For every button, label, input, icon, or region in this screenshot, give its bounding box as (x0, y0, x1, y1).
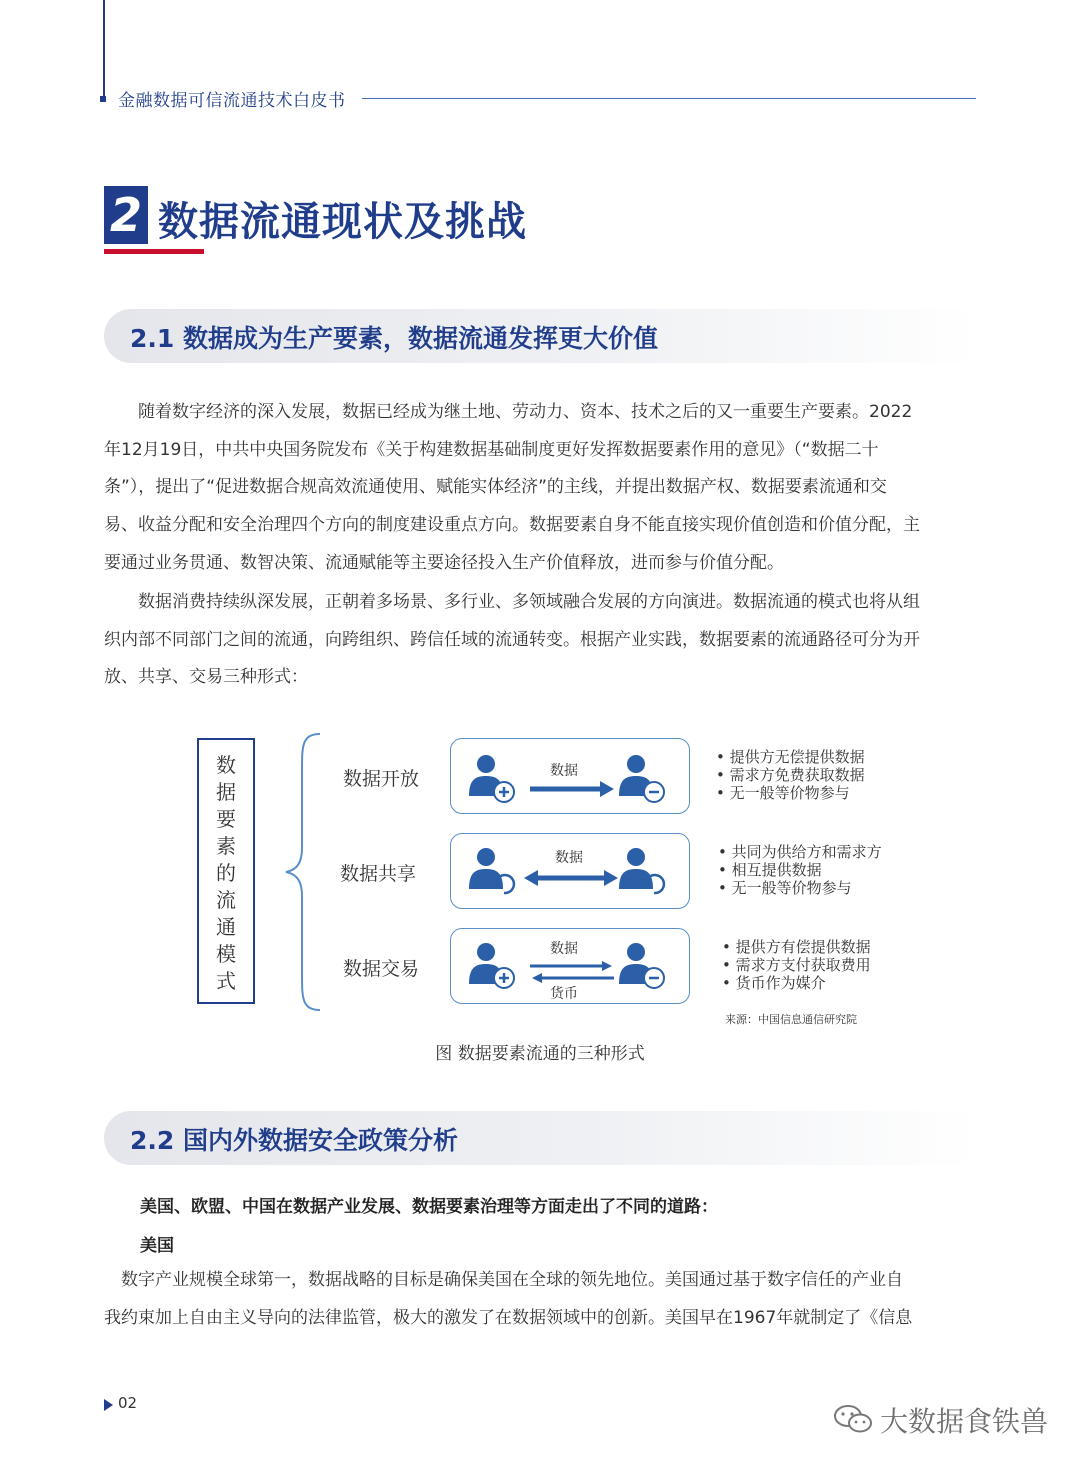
bullet-item: • 需求方支付获取费用 (722, 956, 871, 974)
paragraph-line: 条”），提出了“促进数据合规高效流通使用、赋能实体经济”的主线，并提出数据产权、数据要素流通和交 (104, 477, 887, 498)
arrow-label: 货币 (550, 986, 578, 1002)
chapter-number: 2 (109, 188, 142, 242)
flow-diagram-share (466, 845, 676, 899)
vertical-char: 素 (216, 834, 236, 858)
header-rule (362, 98, 976, 99)
user-icon (469, 755, 514, 802)
arrow-label: 数据 (555, 850, 583, 866)
row-label-trade: 数据交易 (343, 958, 420, 980)
figure-caption: 图 数据要素流通的三种形式 (435, 1044, 645, 1064)
bullet-item: • 无一般等价物参与 (718, 879, 852, 897)
paragraph-line: 数据消费持续纵深发展，正朝着多场景、多行业、多领域融合发展的方向演进。数据流通的模式也将从组 (104, 592, 920, 612)
paragraph-line: 数字产业规模全球第一，数据战略的目标是确保美国在全球的领先地位。美国通过基于数字信任的产业自 (104, 1270, 903, 1290)
vertical-char: 式 (216, 969, 236, 993)
paragraph-line: 织内部不同部门之间的流通，向跨组织、跨信任域的流通转变。根据产业实践，数据要素的流通路径可分为开 (104, 629, 920, 650)
section-intro-bold: 美国、欧盟、中国在数据产业发展、数据要素治理等方面走出了不同的道路： (140, 1197, 718, 1217)
row-label-share: 数据共享 (340, 863, 417, 885)
page-marker-icon (104, 1399, 113, 1411)
header-bullet (100, 96, 106, 102)
curly-brace-icon (280, 730, 330, 1014)
bullet-item: • 货币作为媒介 (722, 974, 826, 992)
flow-diagram-trade (466, 940, 676, 994)
watermark-text: 大数据食铁兽 (880, 1405, 1049, 1438)
row-label-open: 数据开放 (343, 768, 420, 790)
bullet-item: • 共同为供给方和需求方 (718, 843, 882, 861)
flow-diagram-open (466, 752, 676, 806)
figure-vertical-label-box (197, 738, 255, 1004)
vertical-char: 据 (216, 780, 236, 804)
bullet-item: • 相互提供数据 (718, 861, 822, 879)
wechat-icon (832, 1402, 876, 1436)
user-icon (619, 755, 664, 802)
header-vertical-rule (103, 0, 105, 96)
bullet-item: • 需求方免费获取数据 (716, 766, 865, 784)
paragraph-line: 年12月19日，中共中央国务院发布《关于构建数据基础制度更好发挥数据要素作用的意见》（“数据二十 (104, 439, 879, 460)
arrow-label: 数据 (550, 941, 578, 957)
sub-heading-usa: 美国 (140, 1236, 174, 1256)
section-title-2-2: 2.2 国内外数据安全政策分析 (130, 1126, 458, 1155)
vertical-char: 的 (216, 861, 236, 885)
bullet-item: • 无一般等价物参与 (716, 784, 850, 802)
chapter-title: 数据流通现状及挑战 (158, 199, 527, 245)
paragraph-line: 易、收益分配和安全治理四个方向的制度建设重点方向。数据要素自身不能直接实现价值创造和价值分配，主 (104, 515, 920, 536)
user-icon (469, 848, 514, 893)
bullet-item: • 提供方无偿提供数据 (716, 748, 865, 766)
paragraph-usa (104, 1262, 978, 1337)
section-title-2-1: 2.1 数据成为生产要素，数据流通发挥更大价值 (130, 324, 658, 353)
paragraph-line: 我约束加上自由主义导向的法律监管，极大的激发了在数据领域中的创新。美国早在1967年就制定了《信息 (104, 1307, 913, 1328)
chapter-underline (104, 249, 204, 254)
user-icon (619, 943, 664, 988)
user-icon (469, 943, 514, 988)
header-title: 金融数据可信流通技术白皮书 (118, 91, 346, 111)
user-icon (619, 848, 664, 893)
paragraph-line: 放、共享、交易三种形式： (104, 667, 308, 688)
vertical-char: 通 (216, 915, 236, 939)
paragraph-2 (104, 584, 978, 697)
page-number: 02 (118, 1394, 138, 1412)
vertical-char: 流 (216, 888, 236, 912)
bullet-item: • 提供方有偿提供数据 (722, 938, 871, 956)
paragraph-1 (104, 394, 978, 583)
vertical-char: 数 (216, 753, 236, 777)
vertical-char: 模 (216, 942, 236, 966)
vertical-char: 要 (216, 807, 236, 831)
figure-source: 来源：中国信息通信研究院 (725, 1013, 857, 1026)
paragraph-line: 随着数字经济的深入发展，数据已经成为继土地、劳动力、资本、技术之后的又一重要生产要素。2022 (104, 402, 913, 422)
arrow-label: 数据 (550, 763, 578, 779)
paragraph-line: 要通过业务贯通、数智决策、流通赋能等主要途径投入生产价值释放，进而参与价值分配。 (104, 552, 784, 573)
